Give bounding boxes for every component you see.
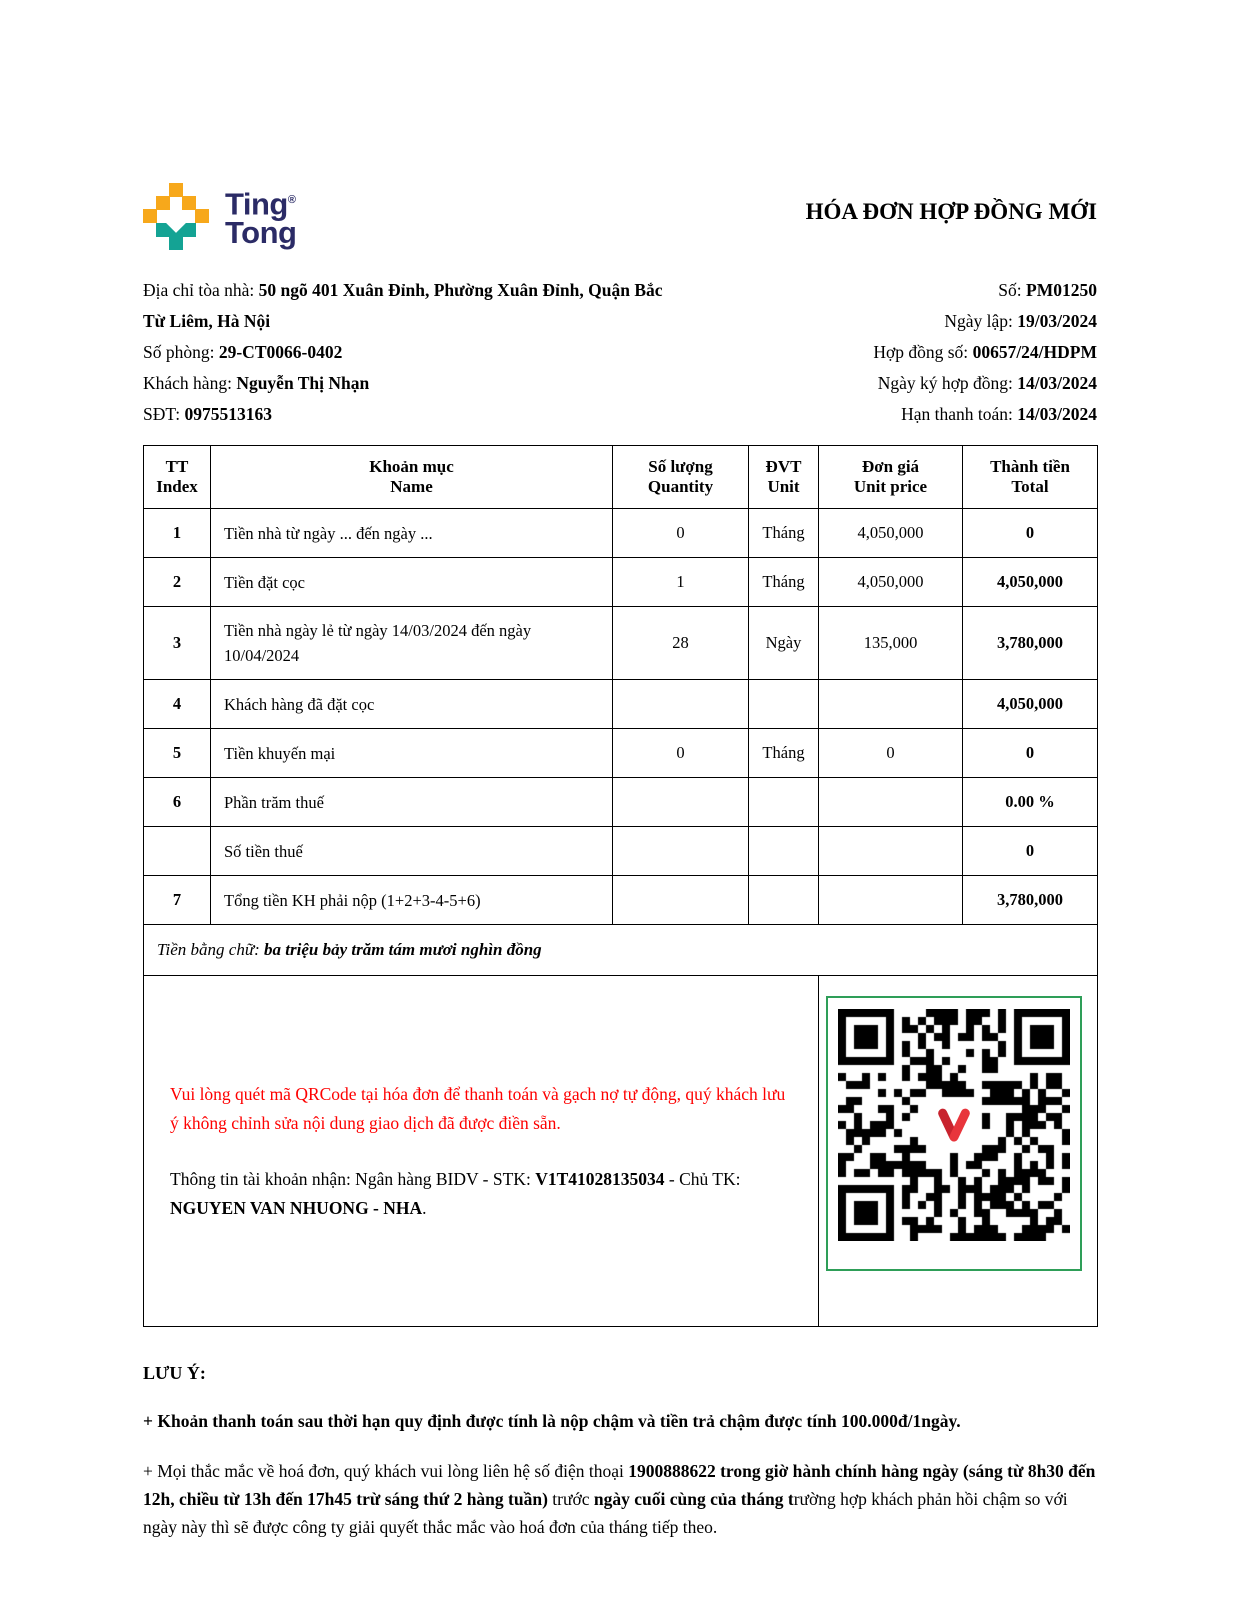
customer-info [143,275,683,430]
phone-line: SĐT: 0975513163 [143,404,272,424]
cell-unit [749,778,819,827]
cell-unit-price [819,778,963,827]
col-header-name: Khoản mục Name [211,446,613,509]
cell-unit: Tháng [749,558,819,607]
cell-index: 4 [144,680,211,729]
room-number-line: Số phòng: 29-CT0066-0402 [143,342,343,362]
header [143,0,1097,250]
issue-date-line: Ngày lập: 19/03/2024 [944,311,1097,331]
cell-unit-price: 4,050,000 [819,558,963,607]
invoice-number-line: Số: PM01250 [998,280,1097,300]
building-address-line: Địa chỉ tòa nhà: 50 ngõ 401 Xuân Đỉnh, Phường Xuân Đỉnh, Quận Bắc Từ Liêm, Hà Nội [143,280,663,331]
cell-quantity [613,876,749,925]
cell-index: 1 [144,509,211,558]
cell-name: Số tiền thuế [211,827,613,876]
table-row [144,607,1098,680]
cell-unit-price [819,876,963,925]
cell-name: Tiền nhà ngày lẻ từ ngày 14/03/2024 đến ngày 10/04/2024 [211,607,613,680]
cell-quantity: 0 [613,509,749,558]
cell-name: Tiền nhà từ ngày ... đến ngày ... [211,509,613,558]
tingtong-logo [143,183,296,250]
table-row [144,778,1098,827]
cell-unit [749,827,819,876]
cell-index [144,827,211,876]
cell-index: 6 [144,778,211,827]
cell-quantity [613,778,749,827]
cell-unit-price: 4,050,000 [819,509,963,558]
col-header-total: Thành tiền Total [963,446,1098,509]
cell-unit-price [819,827,963,876]
table-row [144,558,1098,607]
cell-quantity: 0 [613,729,749,778]
cell-index: 7 [144,876,211,925]
cell-total: 0.00 % [963,778,1098,827]
cell-index: 5 [144,729,211,778]
cell-unit: Ngày [749,607,819,680]
cell-quantity [613,680,749,729]
cell-index: 2 [144,558,211,607]
cell-unit: Tháng [749,729,819,778]
due-date-line: Hạn thanh toán: 14/03/2024 [901,404,1097,424]
contract-date-line: Ngày ký hợp đồng: 14/03/2024 [877,373,1097,393]
cell-name: Phần trăm thuế [211,778,613,827]
table-row [144,509,1098,558]
cell-quantity [613,827,749,876]
logo-wordmark: Ting® Tong [225,186,297,251]
invoice-info [143,275,1097,430]
cell-unit [749,680,819,729]
footer-notes [143,1363,1097,1541]
cell-total: 4,050,000 [963,680,1098,729]
col-header-index: TT Index [144,446,211,509]
cell-unit-price: 0 [819,729,963,778]
logo-pixel [169,237,183,250]
cell-unit-price [819,680,963,729]
invoice-meta [683,275,1097,430]
table-row [144,876,1098,925]
cell-quantity: 1 [613,558,749,607]
cell-total: 3,780,000 [963,607,1098,680]
qr-warning-text: Vui lòng quét mã QRCode tại hóa đơn để thanh toán và gạch nợ tự động, quý khách lưu ý không chỉnh sửa nội dung giao dịch đã được điền sẵn. [170,1083,786,1133]
cell-total: 0 [963,827,1098,876]
tingtong-logo-icon [143,183,210,250]
logo-pixel [156,196,170,210]
cell-name: Khách hàng đã đặt cọc [211,680,613,729]
cell-unit [749,876,819,925]
cell-total: 3,780,000 [963,876,1098,925]
table-row [144,729,1098,778]
qr-cell [819,976,1098,1327]
invoice-content [143,0,1097,1559]
logo-pixel [182,196,196,210]
amount-in-words-row [144,925,1098,976]
vietqr-v-icon [930,1100,978,1148]
cell-index: 3 [144,607,211,680]
cell-total: 4,050,000 [963,558,1098,607]
cell-name: Tổng tiền KH phải nộp (1+2+3-4-5+6) [211,876,613,925]
logo-pixel [169,183,183,197]
page-title: HÓA ĐƠN HỢP ĐỒNG MỚI [805,199,1097,224]
registered-mark: ® [287,194,296,206]
bank-account-text: Thông tin tài khoản nhận: Ngân hàng BIDV - STK: V1T41028135034 - Chủ TK: NGUYEN VAN NHUONG - NHA. [170,1168,741,1218]
cell-name: Tiền khuyến mại [211,729,613,778]
cell-name: Tiền đặt cọc [211,558,613,607]
notes-heading: LƯU Ý: [143,1363,206,1383]
col-header-unit-price: Đơn giá Unit price [819,446,963,509]
hotline-note: + Mọi thắc mắc về hoá đơn, quý khách vui lòng liên hệ số điện thoại 1900888622 trong giờ hành chính hàng ngày (sáng từ 8h30 đến 12h, chiều từ 13h đến 17h45 trừ sáng thứ 2 hàng tuần) trước ngày cuối cùng của tháng trường hợp khách phản hồi chậm so với ngày này thì sẽ được công ty giải quyết thắc mắc vào hoá đơn của tháng tiếp theo. [143,1461,1096,1537]
logo-pixel [143,209,157,223]
late-payment-note: + Khoản thanh toán sau thời hạn quy định được tính là nộp chậm và tiền trả chậm được tính 100.000đ/1ngày. [143,1411,961,1431]
cell-unit: Tháng [749,509,819,558]
logo-pixel [195,209,209,223]
table-row [144,680,1098,729]
table-row [144,827,1098,876]
col-header-unit: ĐVT Unit [749,446,819,509]
payment-row [144,976,1098,1327]
qr-code [826,996,1082,1271]
cell-total: 0 [963,729,1098,778]
col-header-quantity: Số lượng Quantity [613,446,749,509]
cell-quantity: 28 [613,607,749,680]
amount-in-words: Tiền bằng chữ: ba triệu bảy trăm tám mươi nghìn đồng [144,925,1098,976]
charges-table [143,445,1098,1327]
customer-name-line: Khách hàng: Nguyễn Thị Nhạn [143,373,370,393]
table-header-row [144,446,1098,509]
cell-unit-price: 135,000 [819,607,963,680]
payment-instructions [144,976,819,1327]
cell-total: 0 [963,509,1098,558]
contract-number-line: Hợp đồng số: 00657/24/HDPM [873,342,1097,362]
